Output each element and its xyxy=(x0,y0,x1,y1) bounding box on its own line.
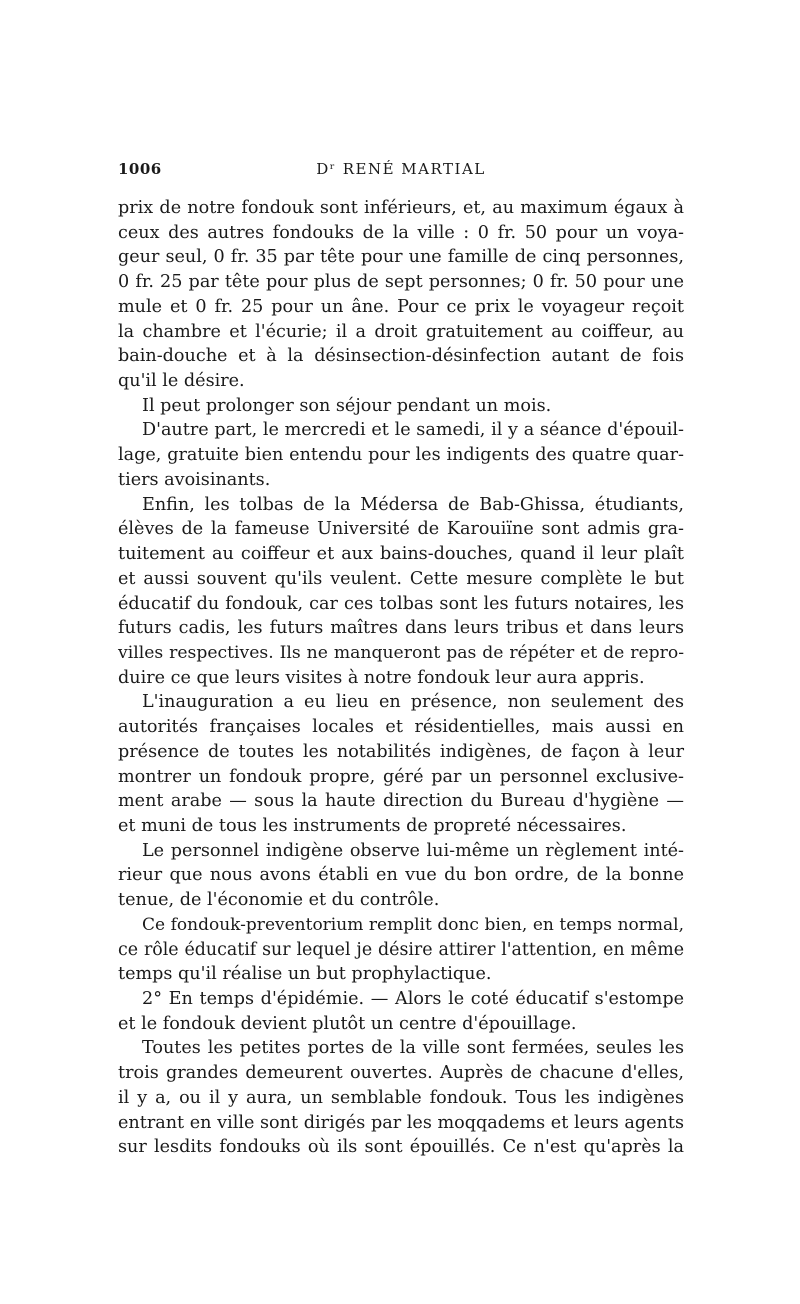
text-line: Le personnel indigène observe lui-même un règlement inté- xyxy=(142,840,684,861)
text-line: temps qu'il réalise un but prophylactique. xyxy=(118,964,492,985)
running-head: Dʳ RENÉ MARTIAL xyxy=(316,160,486,178)
text-line: trois grandes demeurent ouvertes. Auprès de chacune d'elles, xyxy=(118,1063,684,1084)
text-line: lage, gratuite bien entendu pour les indigents des quatre quar- xyxy=(118,445,684,466)
text-line: Toutes les petites portes de la ville sont fermées, seules les xyxy=(142,1038,684,1059)
text-line: ce rôle éducatif sur lequel je désire attirer l'attention, en même xyxy=(118,939,684,960)
text-line: tuitement au coiffeur et aux bains-douches, quand il leur plaît xyxy=(118,544,684,565)
body-text xyxy=(118,196,684,1160)
text-line: et muni de tous les instruments de propreté nécessaires. xyxy=(118,815,627,836)
text-line: villes respectives. Ils ne manqueront pas de répéter et de repro- xyxy=(118,642,684,663)
text-line: qu'il le désire. xyxy=(118,371,245,392)
text-line: tenue, de l'économie et du contrôle. xyxy=(118,890,440,911)
text-line: mule et 0 fr. 25 pour un âne. Pour ce prix le voyageur reçoit xyxy=(118,296,684,317)
text-line: ment arabe — sous la haute direction du Bureau d'hygiène — xyxy=(118,791,684,812)
text-line: autorités françaises locales et résidentielles, mais aussi en xyxy=(118,717,684,738)
text-line: éducatif du fondouk, car ces tolbas sont les futurs notaires, les xyxy=(118,593,684,614)
text-line: rieur que nous avons établi en vue du bon ordre, de la bonne xyxy=(118,865,684,886)
text-line: sur lesdits fondouks où ils sont épouillés. Ce n'est qu'après la xyxy=(118,1137,684,1158)
text-line: L'inauguration a eu lieu en présence, non seulement des xyxy=(142,692,684,713)
text-line: élèves de la fameuse Université de Karouiïne sont admis gra- xyxy=(118,519,684,540)
text-line: la chambre et l'écurie; il a droit gratuitement au coiffeur, au xyxy=(118,321,684,342)
text-line: Enfin, les tolbas de la Médersa de Bab-Ghissa, étudiants, xyxy=(142,494,684,515)
text-line: Il peut prolonger son séjour pendant un mois. xyxy=(142,395,552,416)
text-line: duire ce que leurs visites à notre fondouk leur aura appris. xyxy=(118,667,645,688)
text-line: il y a, ou il y aura, un semblable fondouk. Tous les indigènes xyxy=(118,1087,684,1108)
text-line: tiers avoisinants. xyxy=(118,469,271,490)
text-line: Ce fondouk-preventorium remplit donc bien, en temps normal, xyxy=(142,914,684,935)
text-line: présence de toutes les notabilités indigènes, de façon à leur xyxy=(118,741,684,762)
text-line: et le fondouk devient plutôt un centre d'épouillage. xyxy=(118,1013,577,1034)
text-line: ceux des autres fondouks de la ville : 0 fr. 50 pour un voya- xyxy=(118,222,684,243)
text-line: entrant en ville sont dirigés par les moqqadems et leurs agents xyxy=(118,1112,684,1133)
page-number: 1006 xyxy=(118,160,162,178)
text-line: 2° En temps d'épidémie. — Alors le coté éducatif s'estompe xyxy=(142,989,684,1009)
text-line: 0 fr. 25 par tête pour plus de sept personnes; 0 fr. 50 pour une xyxy=(118,272,684,293)
page-header xyxy=(118,160,684,184)
text-line: bain-douche et à la désinsection-désinfection autant de fois xyxy=(118,346,684,367)
text-line: futurs cadis, les futurs maîtres dans leurs tribus et dans leurs xyxy=(118,618,684,639)
text-line: montrer un fondouk propre, géré par un personnel exclusive- xyxy=(118,766,684,787)
text-line: et aussi souvent qu'ils veulent. Cette mesure complète le but xyxy=(118,568,684,589)
text-line: geur seul, 0 fr. 35 par tête pour une famille de cinq personnes, xyxy=(118,247,684,268)
text-line: prix de notre fondouk sont inférieurs, et, au maximum égaux à xyxy=(118,198,684,218)
text-line: D'autre part, le mercredi et le samedi, il y a séance d'épouil- xyxy=(142,420,684,441)
